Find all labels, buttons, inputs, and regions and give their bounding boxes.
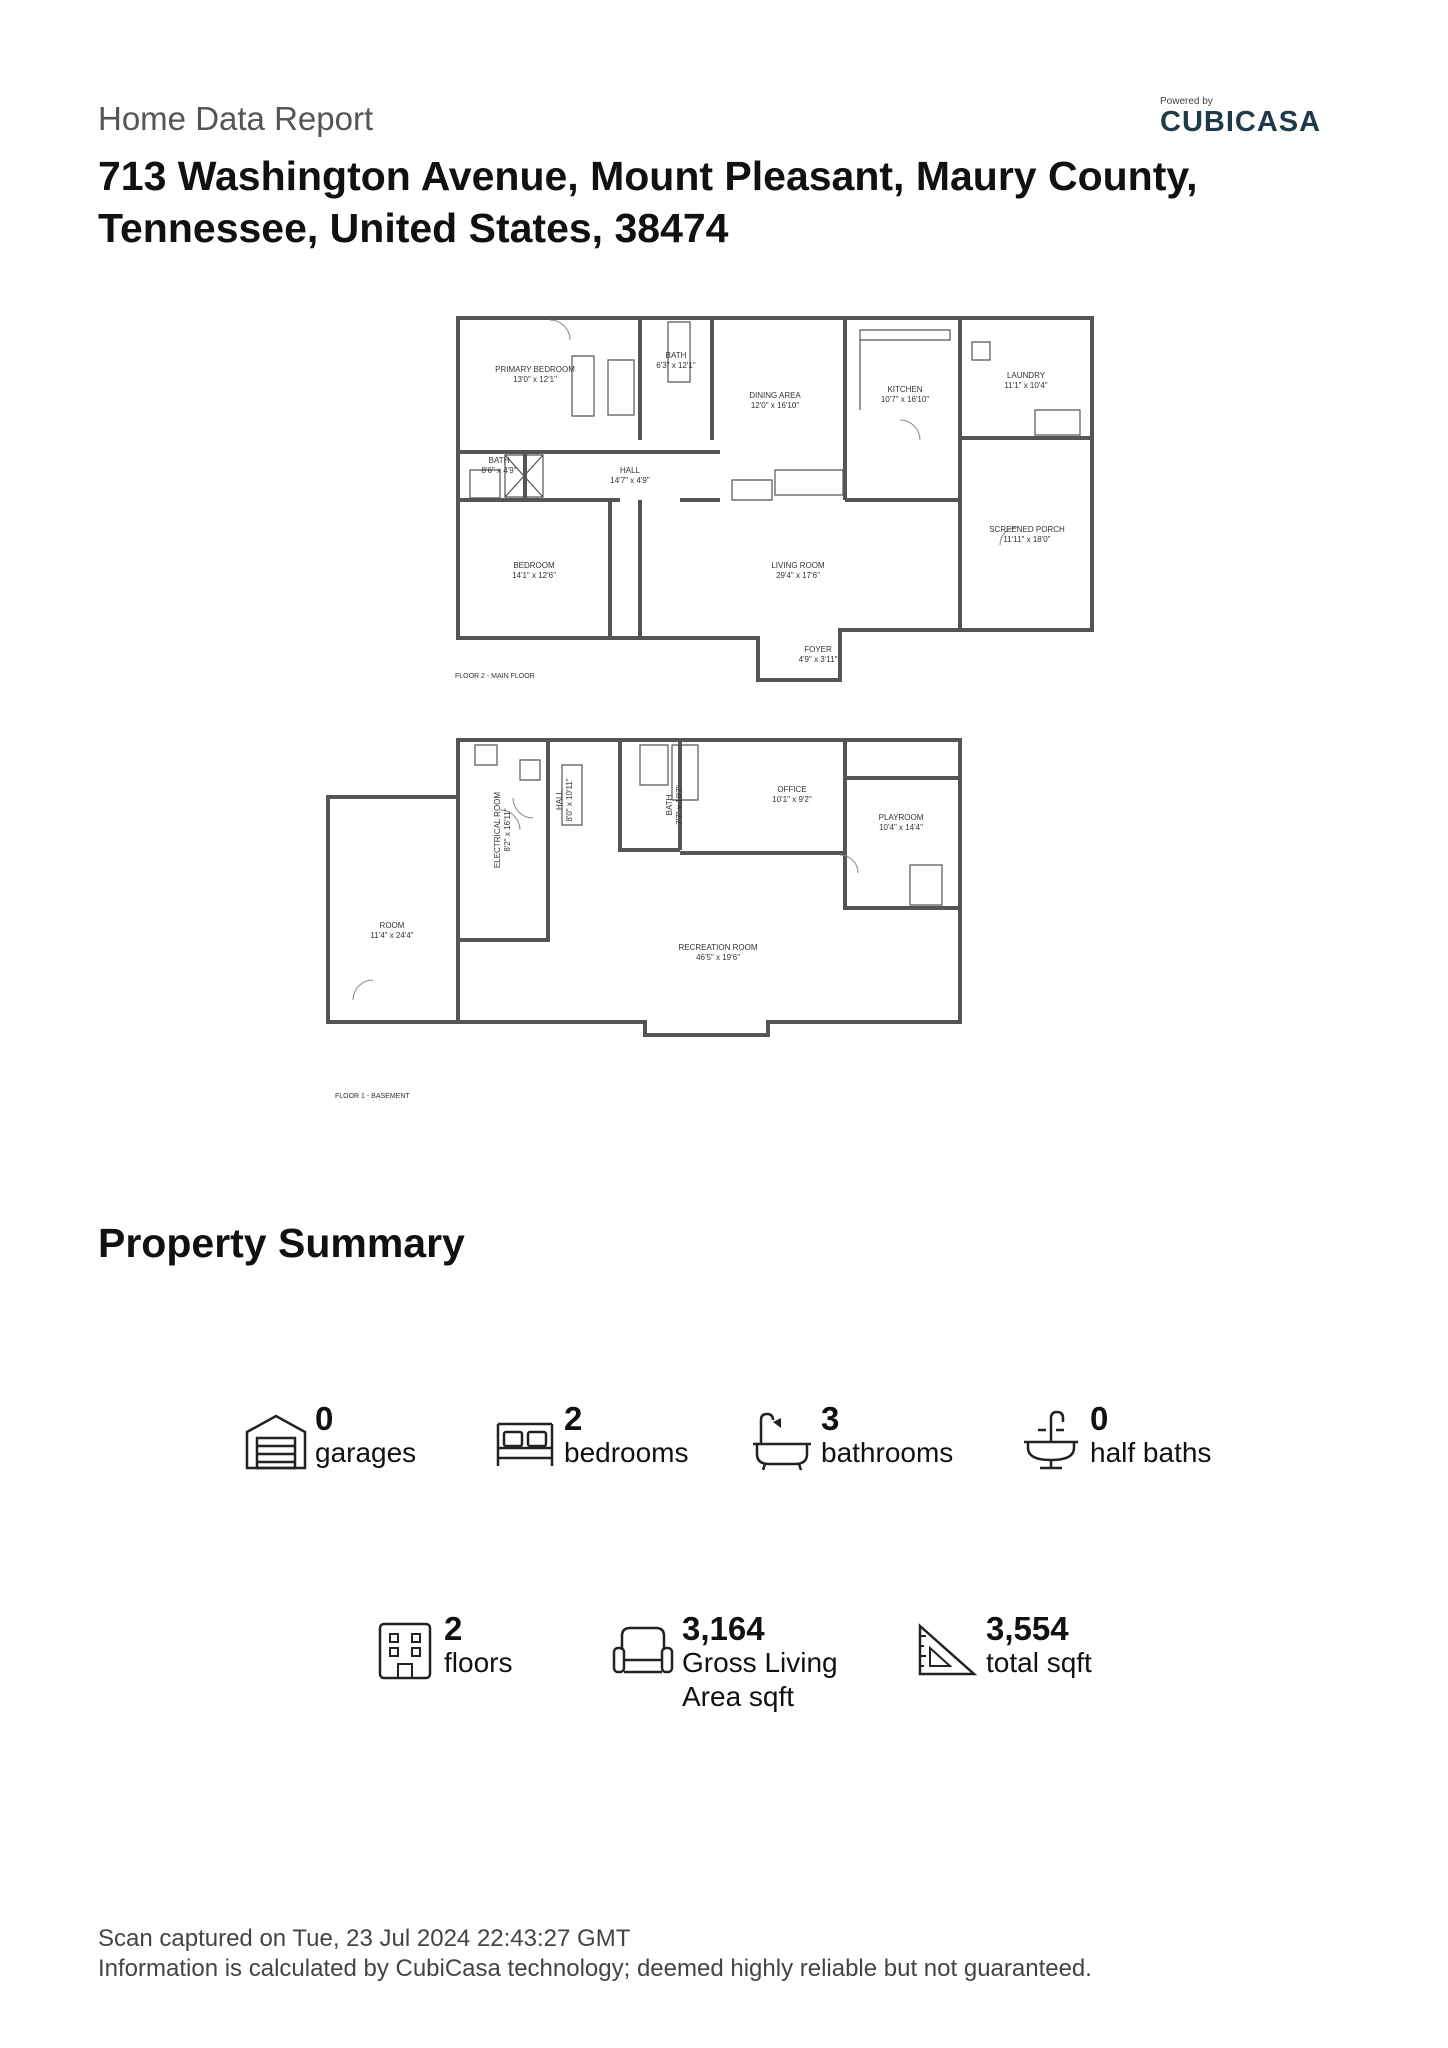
room-bath-basement-size: 7'7" x 10'7" (675, 785, 684, 825)
floors-value: 2 (444, 1610, 463, 1647)
room-hall-main: HALL (619, 466, 641, 475)
room-primary-bedroom: PRIMARY BEDROOM (495, 365, 575, 374)
room-foyer-size: 4'9" x 3'11" (798, 655, 838, 664)
room-laundry-size: 11'1" x 10'4" (1004, 381, 1048, 390)
bed-icon (494, 1410, 556, 1472)
room-room-size: 11'4" x 24'4" (370, 931, 414, 940)
garage-icon (245, 1410, 307, 1472)
gla-label-line1: Gross Living (682, 1647, 838, 1678)
room-playroom-size: 10'4" x 14'4" (879, 823, 923, 832)
disclaimer: Information is calculated by CubiCasa technology; deemed highly reliable but not guaranteed. (98, 1955, 1092, 1982)
room-bath-basement: BATH (665, 794, 674, 816)
room-electrical: ELECTRICAL ROOM (493, 791, 502, 869)
room-primary-bedroom-size: 13'0" x 12'1" (513, 375, 557, 384)
sink-icon (1020, 1410, 1082, 1472)
bathrooms-value: 3 (821, 1400, 840, 1437)
scan-timestamp: Scan captured on Tue, 23 Jul 2024 22:43:27 GMT (98, 1925, 631, 1952)
cubicasa-logo: CUBICASA (1160, 106, 1322, 138)
stat-garages (245, 1402, 416, 1472)
half-baths-label: half baths (1090, 1437, 1212, 1468)
stat-bedrooms (494, 1402, 689, 1472)
stat-floors (374, 1612, 512, 1682)
room-office: OFFICE (777, 785, 807, 794)
room-bedroom-size: 14'1" x 12'6" (512, 571, 556, 580)
room-recreation-size: 46'5" x 19'6" (696, 953, 740, 962)
report-type: Home Data Report (98, 100, 374, 137)
stat-gross-living-area (612, 1612, 838, 1714)
room-hall-main-size: 14'7" x 4'9" (610, 476, 650, 485)
room-office-size: 10'1" x 9'2" (772, 795, 812, 804)
room-living-room-size: 29'4" x 17'6" (776, 571, 820, 580)
half-baths-value: 0 (1090, 1400, 1109, 1437)
sofa-icon (612, 1620, 674, 1682)
stat-bathrooms (751, 1402, 953, 1472)
bedrooms-value: 2 (564, 1400, 583, 1437)
floors-label: floors (444, 1647, 513, 1678)
room-kitchen-size: 10'7" x 16'10" (880, 395, 930, 404)
basement-outline (328, 740, 960, 1035)
gla-value: 3,164 (682, 1610, 765, 1647)
property-summary-title: Property Summary (98, 1220, 465, 1266)
basement-floor-label: FLOOR 1 - BASEMENT (335, 1093, 410, 1100)
room-recreation: RECREATION ROOM (678, 943, 758, 952)
room-laundry: LAUNDRY (1006, 371, 1046, 380)
bathrooms-label: bathrooms (821, 1437, 954, 1468)
stat-total-sqft (916, 1612, 1092, 1682)
room-screened-porch-size: 11'11" x 18'0" (1003, 535, 1051, 544)
room-bath-1-size: 6'3" x 12'1" (656, 361, 696, 370)
gla-label-line2: Area sqft (682, 1681, 795, 1712)
footer (98, 1924, 1092, 1984)
total-sqft-label: total sqft (986, 1647, 1092, 1678)
bedrooms-label: bedrooms (564, 1437, 689, 1468)
room-playroom: PLAYROOM (878, 813, 924, 822)
set-square-icon (916, 1620, 978, 1682)
room-room: ROOM (379, 921, 405, 930)
bathtub-icon (751, 1410, 813, 1472)
room-hall-basement: HALL (555, 789, 564, 811)
property-address: 713 Washington Avenue, Mount Pleasant, Maury County, Tennessee, United States, 38474 (98, 153, 1198, 251)
room-bedroom: BEDROOM (513, 561, 555, 570)
room-dining-area: DINING AREA (749, 391, 801, 400)
main-floor-label: FLOOR 2 - MAIN FLOOR (455, 673, 535, 680)
room-hall-basement-size: 8'0" x 10'11" (565, 778, 574, 822)
total-sqft-value: 3,554 (986, 1610, 1069, 1647)
room-kitchen: KITCHEN (887, 385, 923, 394)
room-electrical-size: 8'2" x 16'11" (503, 808, 512, 852)
building-icon (374, 1620, 436, 1682)
room-bath-2-size: 8'6" x 4'9" (481, 466, 517, 475)
room-bath-2: BATH (488, 456, 510, 465)
room-screened-porch: SCREENED PORCH (989, 525, 1065, 534)
garages-label: garages (315, 1437, 417, 1468)
room-living-room: LIVING ROOM (771, 561, 825, 570)
garages-value: 0 (315, 1400, 334, 1437)
floor-plan (300, 300, 1160, 1120)
room-bath-1: BATH (665, 351, 687, 360)
stat-half-baths (1020, 1402, 1211, 1472)
logo-powered-by: Powered by (1160, 96, 1213, 107)
room-dining-area-size: 12'0" x 16'10" (750, 401, 800, 410)
room-foyer: FOYER (804, 645, 832, 654)
